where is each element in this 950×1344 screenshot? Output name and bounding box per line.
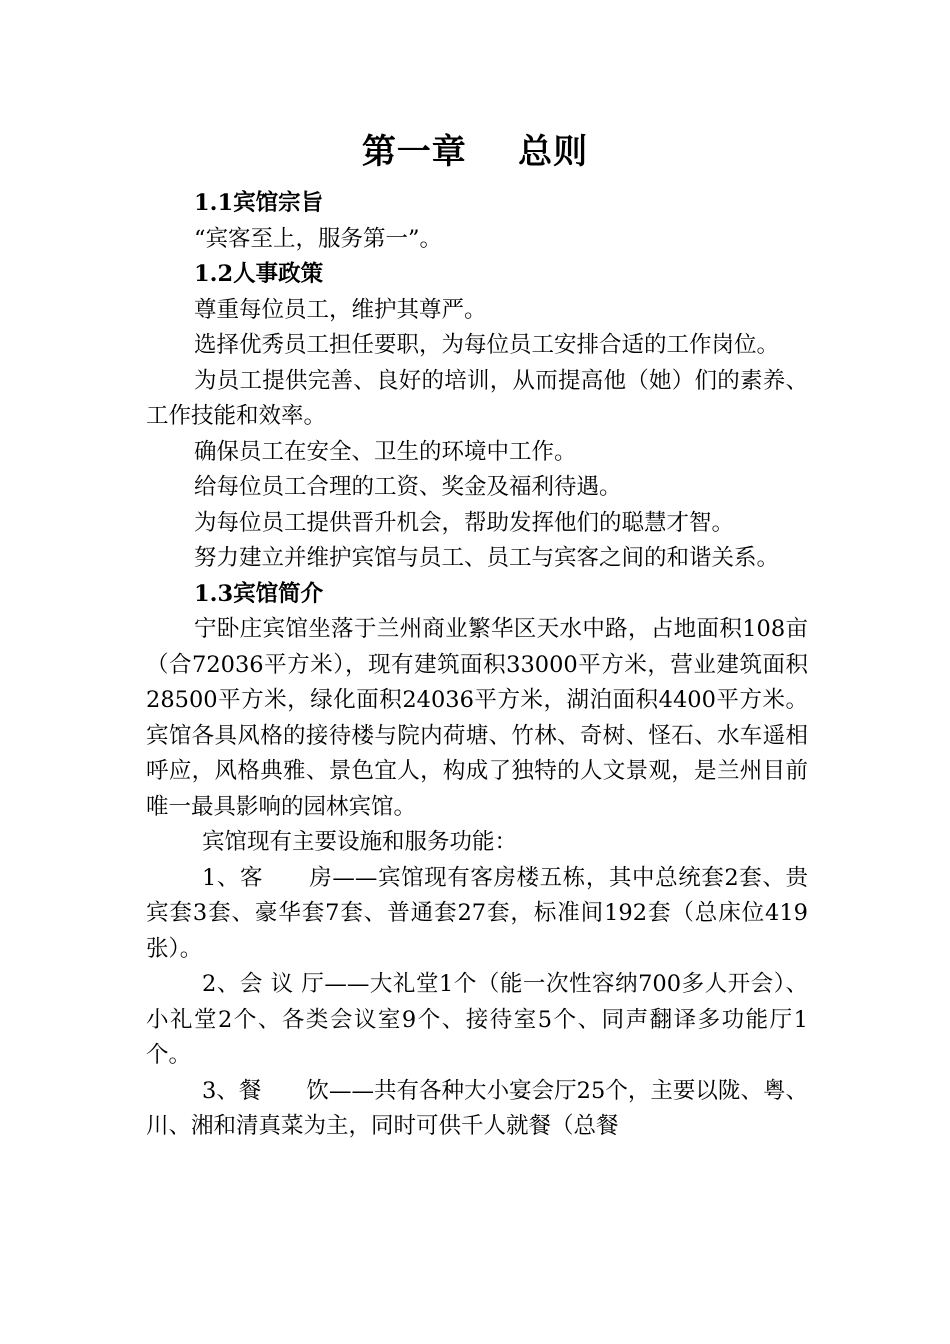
policy-paragraph: 努力建立并维护宾馆与员工、员工与宾客之间的和谐关系。 (194, 545, 780, 571)
document-body (146, 186, 808, 1145)
section-heading-1-3: 1.3宾馆简介 (194, 580, 324, 607)
policy-paragraph: 为员工提供完善、良好的培训，从而提高他（她）们的素养、工作技能和效率。 (146, 367, 808, 429)
policy-paragraph: 尊重每位员工，维护其尊严。 (194, 296, 487, 323)
section-text-1-1: “宾客至上，服务第一”。 (194, 225, 443, 252)
facility-item-dining: 3、餐 饮——共有各种大小宴会厅25个，主要以陇、粤、川、湘和清真菜为主，同时可供千人就餐（总餐 (146, 1077, 808, 1139)
section-heading-1-2: 1.2人事政策 (194, 261, 324, 287)
hotel-intro-paragraph: 宁卧庄宾馆坐落于兰州商业繁华区天水中路，占地面积108亩（合72036平方米），现有建筑面积33000平方米，营业建筑面积28500平方米，绿化面积24036平方米，湖泊面积4400平方米。宾馆各具风格的接待楼与院内荷塘、竹林、奇树、怪石、水车遥相呼应，风格典雅、景色宜人，构成了独特的人文景观，是兰州目前唯一最具影响的园林宾馆。 (146, 616, 808, 820)
facility-item-rooms: 1、客 房——宾馆现有客房楼五栋，其中总统套2套、贵宾套3套、豪华套7套、普通套27套，标准间192套（总床位419张）。 (146, 864, 808, 962)
policy-paragraph: 确保员工在安全、卫生的环境中工作。 (194, 438, 577, 465)
facilities-label: 宾馆现有主要设施和服务功能： (202, 829, 518, 855)
policy-paragraph: 给每位员工合理的工资、奖金及福利待遇。 (194, 474, 622, 500)
section-heading-1-1: 1.1宾馆宗旨 (194, 190, 324, 216)
facility-item-meeting: 2、会 议 厅——大礼堂1个（能一次性容纳700多人开会）、小礼堂2个、各类会议室9个、接待室5个、同声翻译多功能厅1个。 (146, 971, 808, 1068)
policy-paragraph: 选择优秀员工担任要职，为每位员工安排合适的工作岗位。 (194, 332, 780, 358)
policy-paragraph: 为每位员工提供晋升机会，帮助发挥他们的聪慧才智。 (194, 509, 735, 536)
chapter-title: 第一章 总则 (361, 132, 589, 172)
